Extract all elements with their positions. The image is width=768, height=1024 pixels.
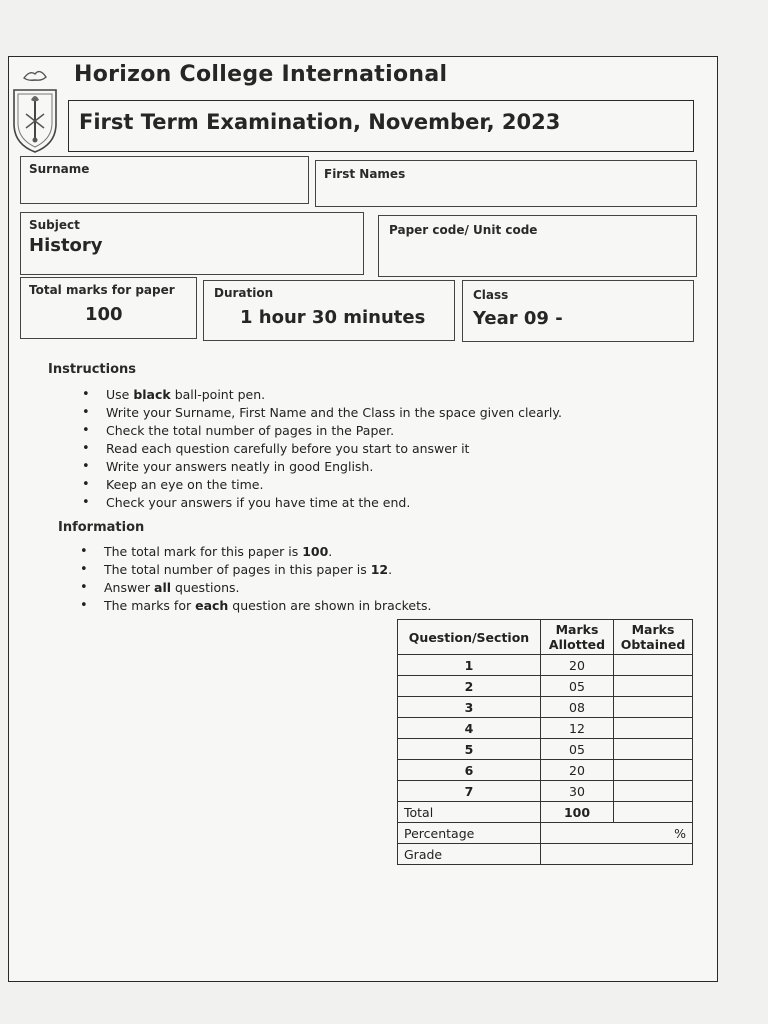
grade-row (398, 844, 693, 865)
duration-label: Duration (214, 286, 274, 300)
table-row (398, 676, 693, 697)
surname-field[interactable] (20, 156, 309, 204)
col-header-allotted-line2: Allotted (548, 637, 606, 652)
instructions-item-text-end: ball-point pen. (170, 387, 266, 402)
percentage-row (398, 823, 693, 844)
total-allotted: 100 (541, 802, 614, 823)
question-number: 2 (398, 676, 541, 697)
information-item (80, 579, 432, 597)
instructions-item (82, 422, 562, 440)
marks-allotted: 20 (541, 760, 614, 781)
class-label: Class (473, 288, 509, 302)
marks-allotted: 12 (541, 718, 614, 739)
instructions-item-text: Check your answers if you have time at the end. (106, 495, 411, 510)
instructions-item-text: Write your answers neatly in good English. (106, 459, 374, 474)
instructions-list (82, 386, 562, 512)
instructions-item (82, 494, 562, 512)
percentage-cell[interactable] (541, 823, 693, 844)
exam-title-box (68, 100, 694, 152)
information-list (80, 543, 432, 615)
marks-obtained-cell[interactable] (614, 781, 693, 802)
instructions-item-text: Use (106, 387, 134, 402)
instructions-item-text: Keep an eye on the time. (106, 477, 264, 492)
question-number: 3 (398, 697, 541, 718)
first-names-field[interactable] (315, 160, 697, 207)
question-number: 1 (398, 655, 541, 676)
col-header-allotted-line1: Marks (555, 622, 599, 637)
instructions-item (82, 404, 562, 422)
instructions-item-text: Check the total number of pages in the Paper. (106, 423, 395, 438)
instructions-heading: Instructions (48, 362, 137, 377)
instructions-item (82, 476, 562, 494)
information-item-emphasis: 100 (302, 544, 329, 559)
subject-label: Subject (29, 218, 80, 232)
question-number: 5 (398, 739, 541, 760)
col-header-section: Question/Section (398, 620, 541, 655)
marks-table-header-row (398, 620, 693, 655)
paper-code-field[interactable] (378, 215, 697, 277)
information-item-emphasis: all (154, 580, 172, 595)
marks-obtained-cell[interactable] (614, 718, 693, 739)
question-number: 6 (398, 760, 541, 781)
instructions-item (82, 458, 562, 476)
percentage-label: Percentage (398, 823, 541, 844)
information-item-text-end: question are shown in brackets. (228, 598, 432, 613)
information-heading: Information (58, 520, 145, 535)
information-item-text: The total number of pages in this paper is (104, 562, 371, 577)
col-header-obtained (614, 620, 693, 655)
information-item-text-end: . (328, 544, 333, 559)
table-row (398, 760, 693, 781)
question-number: 4 (398, 718, 541, 739)
total-marks-value: 100 (85, 304, 123, 325)
instructions-item (82, 386, 562, 404)
instructions-item-text: Write your Surname, First Name and the Class in the space given clearly. (106, 405, 562, 420)
duration-value: 1 hour 30 minutes (240, 307, 426, 328)
col-header-obtained-line2: Obtained (620, 637, 686, 652)
marks-obtained-cell[interactable] (614, 697, 693, 718)
table-row (398, 718, 693, 739)
col-header-allotted (541, 620, 614, 655)
table-row (398, 697, 693, 718)
information-item (80, 543, 432, 561)
subject-value: History (29, 235, 103, 256)
information-item (80, 597, 432, 615)
information-item-text: Answer (104, 580, 155, 595)
information-item-text: The total mark for this paper is (104, 544, 303, 559)
information-item-emphasis: 12 (370, 562, 389, 577)
table-row (398, 781, 693, 802)
class-field[interactable] (462, 280, 694, 342)
marks-obtained-cell[interactable] (614, 655, 693, 676)
total-marks-field (20, 277, 197, 339)
marks-table (397, 619, 693, 865)
information-item-text-end: questions. (171, 580, 240, 595)
first-names-label: First Names (324, 167, 406, 181)
marks-allotted: 05 (541, 739, 614, 760)
marks-allotted: 20 (541, 655, 614, 676)
marks-obtained-cell[interactable] (614, 760, 693, 781)
marks-obtained-cell[interactable] (614, 739, 693, 760)
total-label: Total (398, 802, 541, 823)
grade-label: Grade (398, 844, 541, 865)
percent-symbol: % (674, 825, 686, 841)
instructions-item (82, 440, 562, 458)
question-number: 7 (398, 781, 541, 802)
instructions-item-text: Read each question carefully before you start to answer it (106, 441, 470, 456)
col-header-obtained-line1: Marks (631, 622, 675, 637)
information-item-text-end: . (388, 562, 393, 577)
grade-cell[interactable] (541, 844, 693, 865)
exam-title: First Term Examination, November, 2023 (79, 110, 561, 134)
college-name: Horizon College International (74, 62, 448, 87)
table-row (398, 739, 693, 760)
paper-code-label: Paper code/ Unit code (389, 223, 538, 237)
information-item (80, 561, 432, 579)
marks-obtained-cell[interactable] (614, 676, 693, 697)
total-row (398, 802, 693, 823)
class-value: Year 09 - (473, 308, 563, 329)
instructions-item-emphasis: black (133, 387, 171, 402)
total-marks-label: Total marks for paper (29, 283, 175, 297)
duration-field (203, 280, 455, 341)
table-row (398, 655, 693, 676)
marks-allotted: 30 (541, 781, 614, 802)
surname-label: Surname (29, 162, 90, 176)
marks-allotted: 08 (541, 697, 614, 718)
college-crest-icon (10, 64, 60, 156)
marks-allotted: 05 (541, 676, 614, 697)
total-obtained-cell[interactable] (614, 802, 693, 823)
information-item-text: The marks for (104, 598, 196, 613)
subject-field (20, 212, 364, 275)
information-item-emphasis: each (195, 598, 229, 613)
